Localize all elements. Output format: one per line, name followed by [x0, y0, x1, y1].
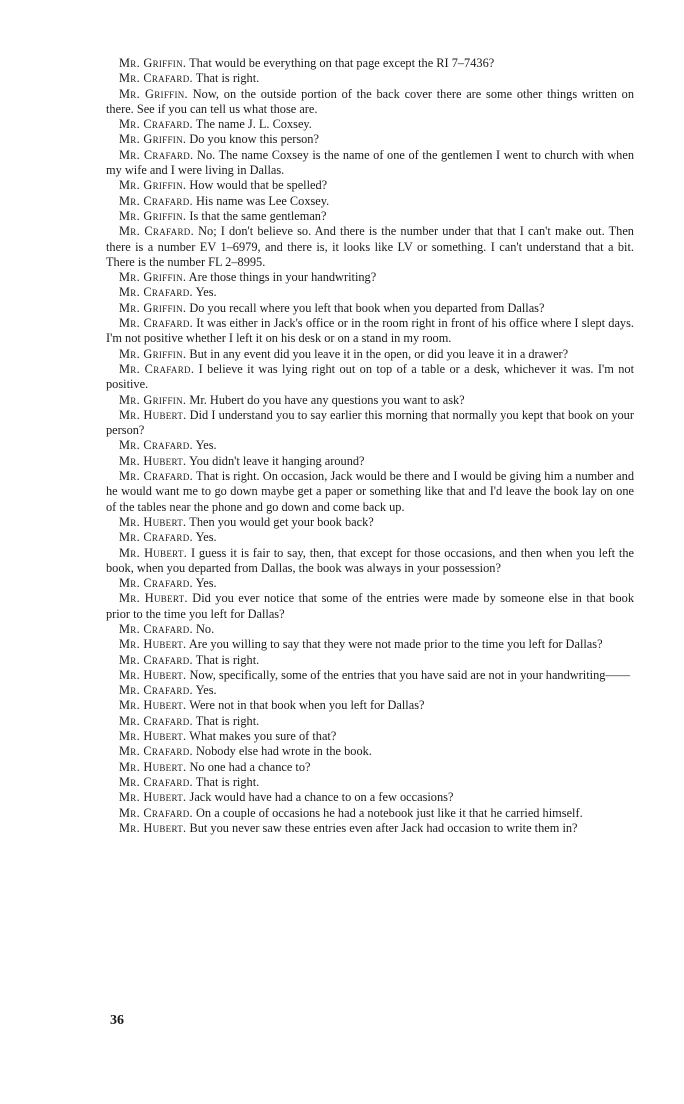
transcript-paragraph [106, 806, 634, 821]
transcript-paragraph [106, 393, 634, 408]
speech-text: That is right. On occasion, Jack would be there and I would be giving him a number and he would want me to go down maybe get a paper or something like that and I'd leave the book lay on one of the tables near the phone and go down and come back up. [106, 469, 634, 514]
transcript-paragraph [106, 56, 634, 71]
speaker-name: Mr. Griffin. [119, 346, 187, 361]
speaker-name: Mr. Crafard. [119, 361, 195, 376]
speaker-name: Mr. Crafard. [119, 576, 193, 591]
speaker-name: Mr. Hubert. [119, 698, 187, 713]
transcript-paragraph [106, 454, 634, 469]
speech-text: On a couple of occasions he had a notebook just like it that he carried himself. [196, 805, 583, 820]
speaker-name: Mr. Hubert. [119, 820, 187, 835]
transcript-paragraph [106, 790, 634, 805]
speech-text: Were not in that book when you left for Dallas? [189, 698, 425, 713]
speech-text: Do you know this person? [189, 132, 319, 147]
speech-text: That is right. [195, 713, 260, 728]
speaker-name: Mr. Crafard. [119, 530, 193, 545]
transcript-paragraph [106, 408, 634, 439]
speech-text: Nobody else had wrote in the book. [196, 744, 372, 759]
speech-text: Are those things in your handwriting? [188, 270, 377, 285]
speech-text: But you never saw these entries even after Jack had occasion to write them in? [189, 820, 578, 835]
speaker-name: Mr. Crafard. [119, 469, 194, 484]
speech-text: Now, on the outside portion of the back cover there are some other things written on there. See if you can tell us what those are. [106, 86, 635, 116]
speaker-name: Mr. Griffin. [119, 86, 188, 101]
speech-text: No. [196, 621, 215, 636]
speech-text: Jack would have had a chance to on a few occasions? [189, 790, 454, 805]
speaker-name: Mr. Crafard. [119, 774, 193, 789]
speech-text: What makes you sure of that? [189, 729, 337, 744]
transcript-paragraph [106, 668, 634, 683]
speech-text: No; I don't believe so. And there is the number under that that I can't make out. Then there is a number EV 1–6979, and there is, it looks like LV or something. I can't understand that a bit. There is the number FL 2–8995. [106, 224, 634, 269]
speaker-name: Mr. Griffin. [119, 300, 187, 315]
speech-text: That is right. [195, 71, 260, 86]
speaker-name: Mr. Griffin. [119, 178, 187, 193]
transcript-paragraph [106, 622, 634, 637]
speech-text: Now, specifically, some of the entries that you have said are not in your handwriting—— [189, 667, 631, 682]
transcript-paragraph [106, 148, 634, 179]
speaker-name: Mr. Griffin. [119, 56, 187, 70]
speech-text: No. The name Coxsey is the name of one of the gentlemen I went to church with when my wife and I were living in Dallas. [106, 147, 635, 178]
transcript-paragraph [106, 87, 634, 118]
speech-text: Yes. [195, 683, 217, 698]
transcript-paragraph [106, 301, 634, 316]
transcript-paragraph [106, 71, 634, 86]
transcript-paragraph [106, 469, 634, 515]
speech-text: Is that the same gentleman? [189, 208, 327, 223]
transcript-paragraph [106, 530, 634, 545]
transcript-paragraph [106, 316, 634, 347]
speaker-name: Mr. Griffin. [119, 392, 187, 407]
transcript-paragraph [106, 515, 634, 530]
speaker-name: Mr. Griffin. [119, 270, 187, 285]
speaker-name: Mr. Hubert. [119, 545, 188, 560]
speech-text: I guess it is fair to say, then, that except for those occasions, and then when you left the book, when you departed from Dallas, the book was always in your possession? [106, 545, 634, 575]
speech-text: His name was Lee Coxsey. [196, 193, 330, 208]
speech-text: Then you would get your book back? [189, 514, 374, 529]
speaker-name: Mr. Hubert. [119, 514, 187, 529]
speech-text: Did I understand you to say earlier this morning that normally you kept that book on your person? [106, 407, 634, 438]
speech-text: Yes. [195, 530, 217, 545]
transcript-paragraph [106, 683, 634, 698]
transcript-paragraph [106, 653, 634, 668]
transcript-paragraph [106, 362, 634, 393]
transcript-paragraph [106, 714, 634, 729]
speaker-name: Mr. Crafard. [119, 193, 193, 208]
transcript-paragraph [106, 591, 634, 622]
speaker-name: Mr. Hubert. [119, 637, 187, 652]
transcript-paragraph [106, 347, 634, 362]
speaker-name: Mr. Crafard. [119, 805, 193, 820]
transcript-paragraph [106, 209, 634, 224]
speech-text: You didn't leave it hanging around? [189, 453, 365, 468]
speech-text: Do you recall where you left that book when you departed from Dallas? [189, 300, 545, 315]
speaker-name: Mr. Crafard. [119, 71, 193, 86]
speaker-name: Mr. Hubert. [119, 790, 187, 805]
speech-text: No one had a chance to? [189, 759, 311, 774]
speech-text: It was either in Jack's office or in the room right in front of his office where I slept days. I'm not positive whether I left it on his desk or on a stand in my room. [106, 316, 634, 346]
speaker-name: Mr. Hubert. [119, 453, 187, 468]
transcript-paragraph [106, 178, 634, 193]
speaker-name: Mr. Griffin. [119, 132, 187, 147]
transcript-paragraph [106, 117, 634, 132]
speaker-name: Mr. Crafard. [119, 316, 194, 331]
speaker-name: Mr. Hubert. [119, 667, 187, 682]
speech-text: That would be everything on that page except the RI 7–7436? [189, 56, 495, 70]
speaker-name: Mr. Crafard. [119, 438, 193, 453]
transcript-paragraph [106, 744, 634, 759]
transcript-paragraph [106, 194, 634, 209]
speaker-name: Mr. Crafard. [119, 683, 193, 698]
speech-text: Yes. [195, 285, 217, 300]
speech-text: The name J. L. Coxsey. [195, 117, 312, 132]
speaker-name: Mr. Hubert. [119, 729, 187, 744]
speech-text: Did you ever notice that some of the entries were made by someone else in that book prior to the time you left for Dallas? [106, 591, 634, 621]
speaker-name: Mr. Crafard. [119, 285, 193, 300]
speaker-name: Mr. Griffin. [119, 208, 187, 223]
speaker-name: Mr. Hubert. [119, 407, 187, 422]
transcript-paragraph [106, 576, 634, 591]
transcript-paragraph [106, 775, 634, 790]
transcript-paragraph [106, 224, 634, 270]
transcript-paragraph [106, 546, 634, 577]
speech-text: That is right. [195, 774, 260, 789]
speech-text: Mr. Hubert do you have any questions you want to ask? [189, 392, 465, 407]
speech-text: Yes. [195, 438, 217, 453]
transcript-paragraph [106, 438, 634, 453]
speaker-name: Mr. Crafard. [119, 224, 194, 239]
speaker-name: Mr. Crafard. [119, 652, 193, 667]
transcript-paragraph [106, 698, 634, 713]
speaker-name: Mr. Crafard. [119, 117, 193, 132]
transcript-paragraph [106, 270, 634, 285]
transcript-paragraph [106, 760, 634, 775]
speech-text: Are you willing to say that they were not made prior to the time you left for Dallas? [188, 637, 603, 652]
speaker-name: Mr. Crafard. [119, 147, 194, 162]
speech-text: That is right. [195, 652, 260, 667]
speaker-name: Mr. Crafard. [119, 621, 193, 636]
speaker-name: Mr. Hubert. [119, 759, 187, 774]
speech-text: I believe it was lying right out on top of a table or a desk, whichever it was. I'm not positive. [106, 361, 635, 392]
speech-text: But in any event did you leave it in the open, or did you leave it in a drawer? [189, 346, 569, 361]
speaker-name: Mr. Hubert. [119, 591, 188, 606]
transcript-paragraph [106, 821, 634, 836]
speech-text: How would that be spelled? [189, 178, 328, 193]
transcript-paragraph [106, 729, 634, 744]
transcript-paragraph [106, 132, 634, 147]
speech-text: Yes. [195, 576, 217, 591]
transcript-paragraph [106, 637, 634, 652]
transcript-body [106, 56, 634, 836]
speaker-name: Mr. Crafard. [119, 713, 193, 728]
speaker-name: Mr. Crafard. [119, 744, 193, 759]
page-number: 36 [110, 1013, 124, 1028]
transcript-paragraph [106, 285, 634, 300]
